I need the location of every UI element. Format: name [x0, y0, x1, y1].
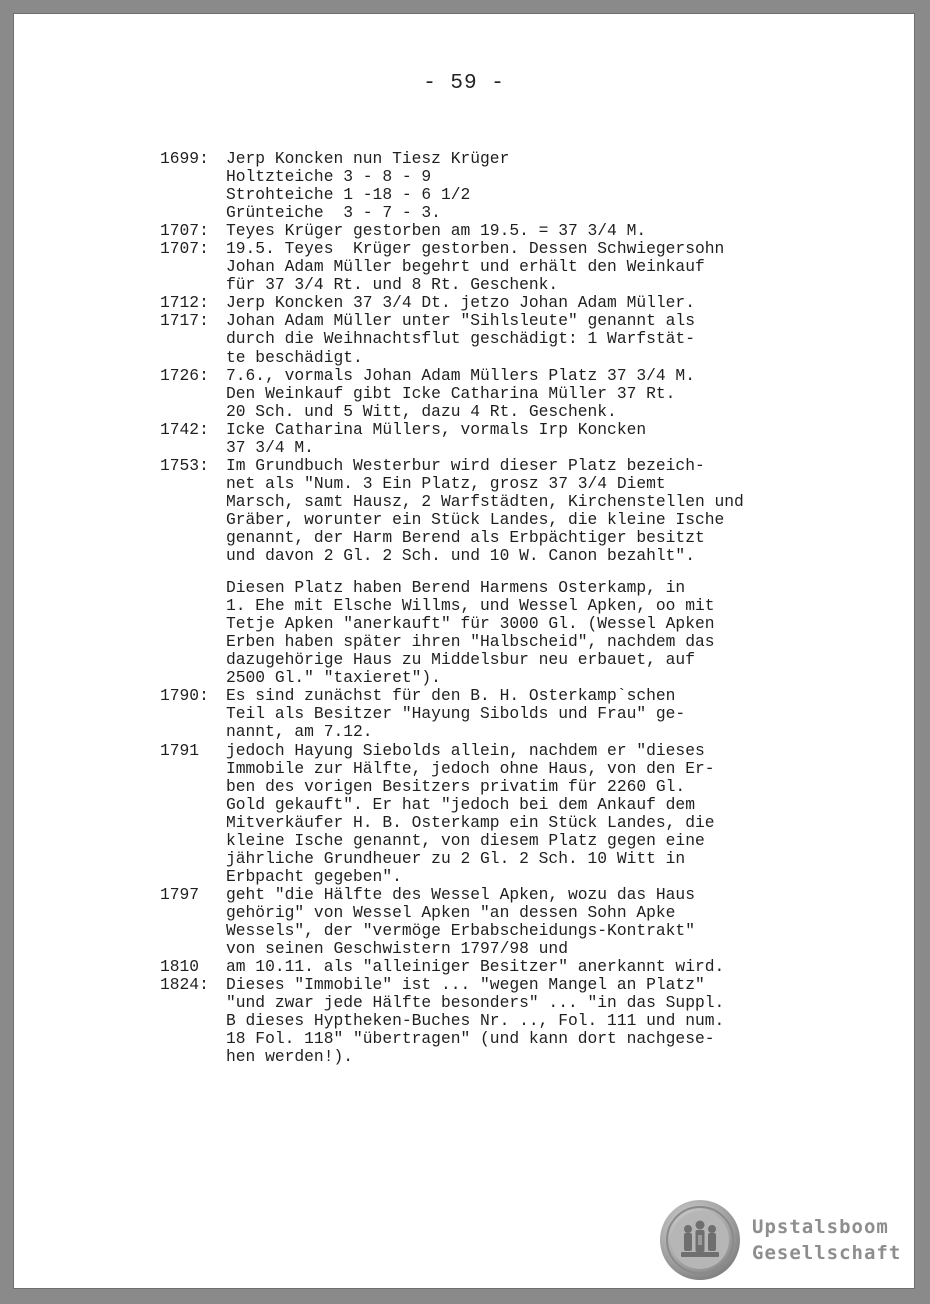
entry-line: Tetje Apken "anerkauft" für 3000 Gl. (Wessel Apken	[226, 614, 715, 634]
paragraph-gap	[160, 565, 860, 579]
chronicle-entry	[160, 222, 860, 240]
entry-line: genannt, der Harm Berend als Erbpächtiger besitzt	[226, 527, 705, 547]
entry-line: 1. Ehe mit Elsche Willms, und Wessel Apken, oo mit	[226, 596, 715, 616]
entry-line: Marsch, samt Hausz, 2 Warfstädten, Kirchenstellen und	[226, 491, 744, 511]
chronicle-entry	[160, 958, 860, 976]
entry-line: Mitverkäufer H. B. Osterkamp ein Stück Landes, die	[226, 812, 715, 832]
entry-line: Wessels", der "vermöge Erbabscheidungs-Kontrakt"	[226, 920, 695, 940]
entry-line: von seinen Geschwistern 1797/98 und	[226, 939, 568, 959]
entry-line: 7.6., vormals Johan Adam Müllers Platz 37 3/4 M.	[226, 365, 695, 385]
entry-line: nannt, am 7.12.	[226, 722, 373, 742]
entry-text	[226, 294, 860, 312]
entry-text	[226, 579, 860, 687]
entry-line: hen werden!).	[226, 1047, 354, 1067]
entry-line: te beschädigt.	[226, 347, 363, 367]
chronicle-entry	[160, 457, 860, 565]
entry-line: Jerp Koncken nun Tiesz Krüger	[226, 149, 510, 168]
entry-year: 1753:	[160, 455, 209, 475]
entry-line: "und zwar jede Hälfte besonders" ... "in das Suppl.	[226, 993, 725, 1013]
entry-line: Strohteiche 1 -18 - 6 1/2	[226, 185, 471, 205]
chronicle-entry	[160, 240, 860, 294]
entry-year: 1717:	[160, 311, 209, 331]
entry-year: 1742:	[160, 419, 209, 439]
entry-line: Grünteiche 3 - 7 - 3.	[226, 203, 441, 223]
entry-year: 1790:	[160, 686, 209, 706]
wordmark-line-2: Gesellschaft	[752, 1242, 902, 1264]
chronicle-entry	[160, 579, 860, 687]
entry-line: Dieses "Immobile" ist ... "wegen Mangel an Platz"	[226, 975, 705, 995]
chronicle-entry	[160, 976, 860, 1066]
entry-line: Den Weinkauf gibt Icke Catharina Müller 37 Rt.	[226, 383, 676, 403]
entry-line: Teil als Besitzer "Hayung Sibolds und Frau" ge-	[226, 704, 686, 724]
entry-text	[226, 222, 860, 240]
entry-line: Teyes Krüger gestorben am 19.5. = 37 3/4 M.	[226, 221, 647, 241]
entry-line: Es sind zunächst für den B. H. Osterkamp`schen	[226, 686, 676, 706]
entry-line: 19.5. Teyes Krüger gestorben. Dessen Schwiegersohn	[226, 239, 725, 259]
entry-year: 1707:	[160, 221, 209, 241]
society-seal-logo	[659, 1199, 741, 1281]
entry-line: Erben haben später ihren "Halbscheid", nachdem das	[226, 632, 715, 652]
entry-line: 2500 Gl." "taxieret").	[226, 668, 441, 688]
entry-year: 1707:	[160, 239, 209, 259]
entry-line: Erbpacht gegeben".	[226, 866, 402, 886]
entry-line: am 10.11. als "alleiniger Besitzer" anerkannt wird.	[226, 957, 725, 977]
entry-line: für 37 3/4 Rt. und 8 Rt. Geschenk.	[226, 275, 559, 295]
entry-text	[226, 421, 860, 457]
entry-year: 1824:	[160, 975, 209, 995]
entry-line: Gräber, worunter ein Stück Landes, die kleine Ische	[226, 509, 725, 529]
entry-line: geht "die Hälfte des Wessel Apken, wozu das Haus	[226, 884, 695, 904]
document-page	[14, 14, 914, 1288]
entry-line: Johan Adam Müller unter "Sihlsleute" genannt als	[226, 311, 695, 331]
entry-line: kleine Ische genannt, von diesem Platz gegen eine	[226, 830, 705, 850]
chronicle-entry	[160, 742, 860, 886]
entry-line: Holtzteiche 3 - 8 - 9	[226, 167, 432, 187]
entry-line: Immobile zur Hälfte, jedoch ohne Haus, von den Er-	[226, 758, 715, 778]
entry-line: jedoch Hayung Siebolds allein, nachdem er "dieses	[226, 740, 705, 760]
entry-line: net als "Num. 3 Ein Platz, grosz 37 3/4 Diemt	[226, 473, 666, 493]
chronicle-entry	[160, 886, 860, 958]
entry-text	[226, 958, 860, 976]
chronicle-entry	[160, 687, 860, 741]
entry-line: 18 Fol. 118" "übertragen" (und kann dort nachgese-	[226, 1029, 715, 1049]
entry-year: 1726:	[160, 365, 209, 385]
entry-year: 1791	[160, 740, 200, 760]
entry-year: 1810	[160, 957, 200, 977]
entry-line: Icke Catharina Müllers, vormals Irp Koncken	[226, 419, 647, 439]
entry-line: B dieses Hyptheken-Buches Nr. .., Fol. 111 und num.	[226, 1011, 725, 1031]
society-wordmark	[752, 1214, 901, 1266]
entry-line: Johan Adam Müller begehrt und erhält den Weinkauf	[226, 257, 705, 277]
entry-text	[226, 742, 860, 886]
entry-year: 1712:	[160, 293, 209, 313]
entry-line: durch die Weihnachtsflut geschädigt: 1 Warfstät-	[226, 329, 695, 349]
chronicle-entry	[160, 312, 860, 366]
entry-line: Diesen Platz haben Berend Harmens Osterkamp, in	[226, 578, 686, 598]
entry-year: 1699:	[160, 149, 209, 168]
entry-text	[226, 312, 860, 366]
entry-line: und davon 2 Gl. 2 Sch. und 10 W. Canon bezahlt".	[226, 546, 695, 566]
entry-line: 37 3/4 M.	[226, 437, 314, 457]
entry-line: 20 Sch. und 5 Witt, dazu 4 Rt. Geschenk.	[226, 401, 617, 421]
entry-text	[226, 457, 860, 565]
entry-year	[160, 579, 226, 687]
entry-text	[226, 240, 860, 294]
entries-list	[160, 150, 860, 1066]
chronicle-entry	[160, 367, 860, 421]
entry-line: dazugehörige Haus zu Middelsbur neu erbauet, auf	[226, 650, 695, 670]
entry-line: gehörig" von Wessel Apken "an dessen Sohn Apke	[226, 902, 676, 922]
entry-text	[226, 367, 860, 421]
chronicle-entry	[160, 150, 860, 222]
entry-line: ben des vorigen Besitzers privatim für 2260 Gl.	[226, 776, 686, 796]
wordmark-line-1: Upstalsboom	[752, 1216, 889, 1238]
entry-line: Gold gekauft". Er hat "jedoch bei dem Ankauf dem	[226, 794, 695, 814]
entry-line: jährliche Grundheuer zu 2 Gl. 2 Sch. 10 Witt in	[226, 848, 686, 868]
entry-line: Im Grundbuch Westerbur wird dieser Platz bezeich-	[226, 455, 705, 475]
entry-line: Jerp Koncken 37 3/4 Dt. jetzo Johan Adam Müller.	[226, 293, 695, 313]
entry-text	[226, 886, 860, 958]
entry-text	[226, 687, 860, 741]
entry-text	[226, 976, 860, 1066]
chronicle-entry	[160, 294, 860, 312]
entry-text	[226, 150, 860, 222]
page-number: - 59 -	[423, 72, 505, 95]
entry-year: 1797	[160, 884, 200, 904]
chronicle-entry	[160, 421, 860, 457]
